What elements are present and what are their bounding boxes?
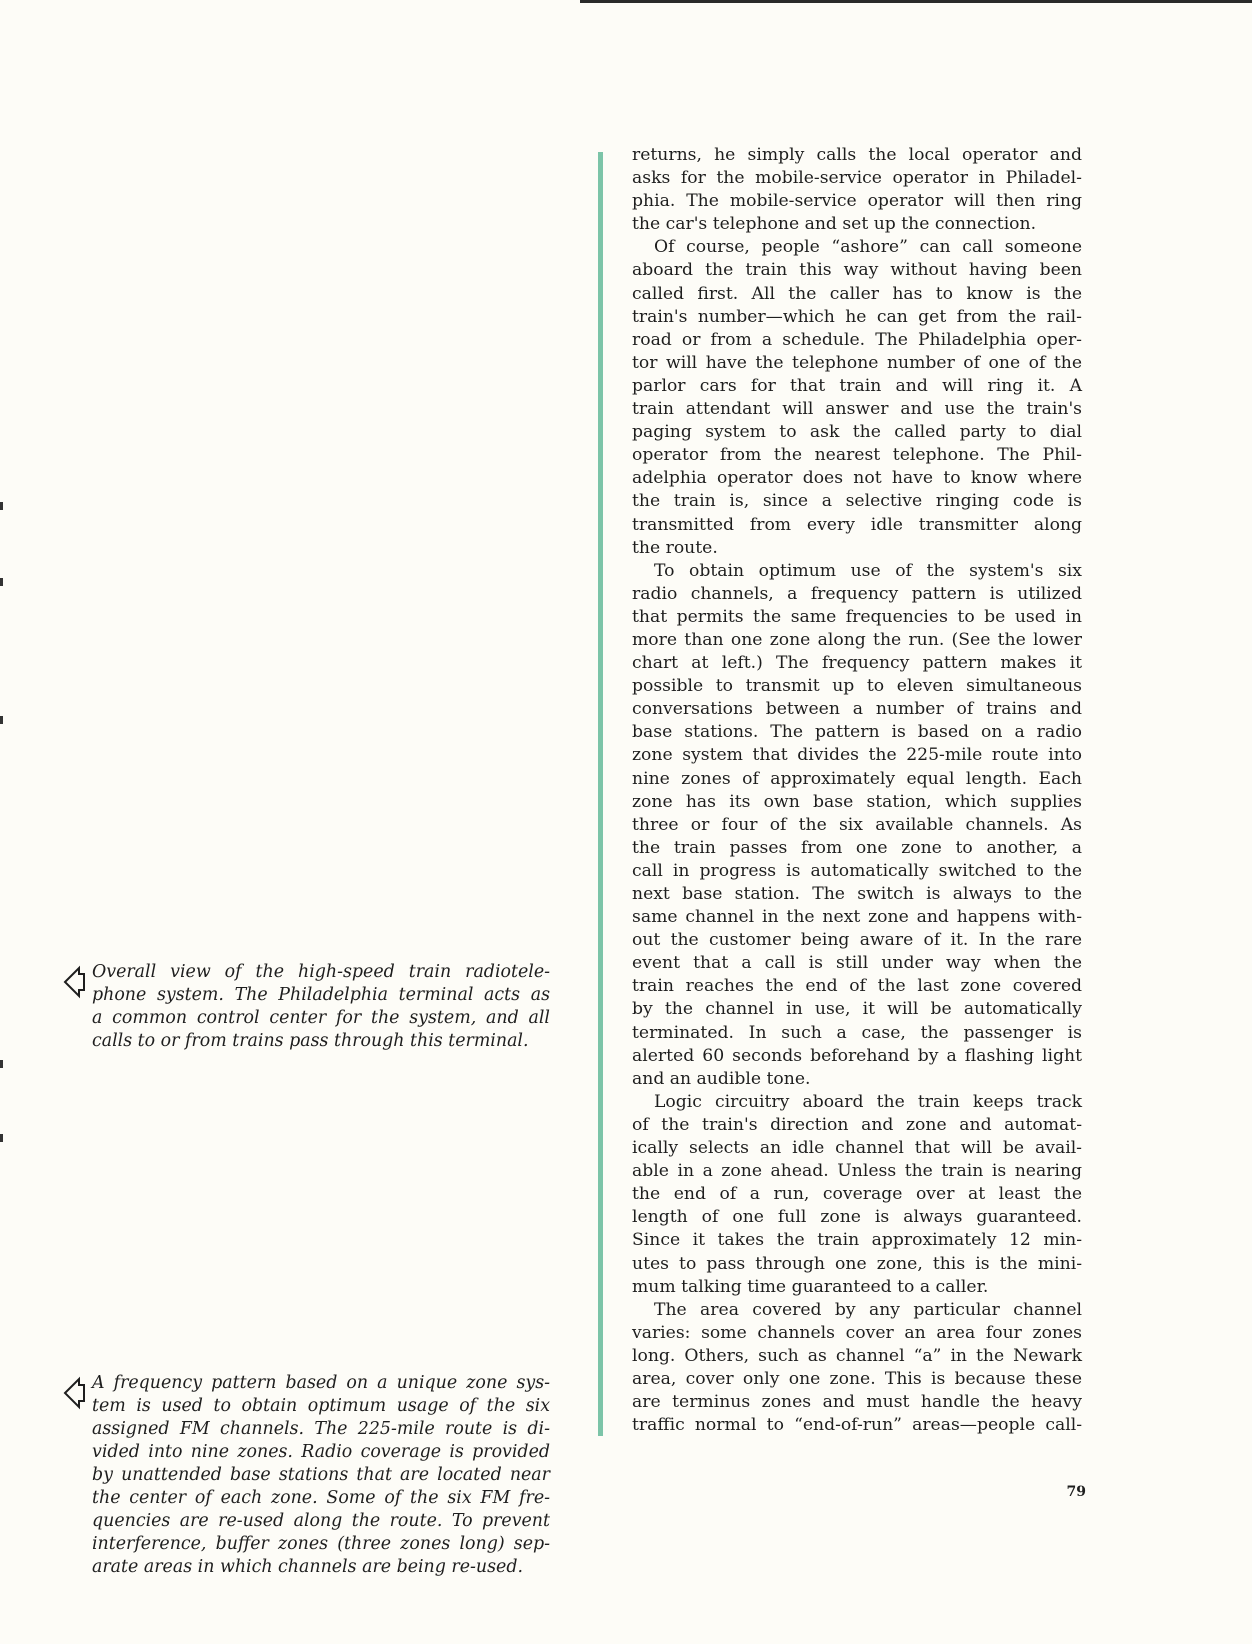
body-line: more than one zone along the run. (See the lower bbox=[632, 629, 1082, 650]
body-line: and an audible tone. bbox=[632, 1068, 811, 1089]
body-line: the car's telephone and set up the connection. bbox=[632, 214, 1037, 235]
body-line: ically selects an idle channel that will be avail- bbox=[632, 1138, 1082, 1159]
arrow-left-icon bbox=[60, 1372, 88, 1414]
body-line: of the train's direction and zone and automat- bbox=[632, 1114, 1082, 1135]
body-line: able in a zone ahead. Unless the train is nearing bbox=[632, 1161, 1082, 1182]
binding-mark bbox=[0, 716, 3, 724]
body-line: Logic circuitry aboard the train keeps track bbox=[654, 1091, 1082, 1112]
body-line: three or four of the six available channels. As bbox=[632, 814, 1082, 835]
body-line: radio channels, a frequency pattern is utilized bbox=[632, 583, 1082, 604]
caption-line: vided into nine zones. Radio coverage is provided bbox=[92, 1442, 550, 1462]
binding-mark bbox=[0, 1060, 3, 1068]
body-line: zone has its own base station, which supplies bbox=[632, 791, 1082, 812]
body-line: event that a call is still under way when the bbox=[632, 953, 1082, 974]
body-line: To obtain optimum use of the system's six bbox=[654, 560, 1082, 581]
arrow-left-icon bbox=[60, 961, 88, 1003]
body-line: train's number—which he can get from the rail- bbox=[632, 306, 1082, 327]
caption-line: calls to or from trains pass through this terminal. bbox=[92, 1031, 529, 1051]
caption-frequency-pattern bbox=[60, 1372, 550, 1579]
body-line: phia. The mobile-service operator will then ring bbox=[632, 191, 1082, 212]
body-line: road or from a schedule. The Philadelphia oper- bbox=[632, 329, 1082, 350]
body-line: that permits the same frequencies to be used in bbox=[632, 606, 1082, 627]
body-line: called first. All the caller has to know is the bbox=[632, 283, 1082, 304]
body-line: conversations between a number of trains and bbox=[632, 699, 1082, 720]
body-line: out the customer being aware of it. In the rare bbox=[632, 930, 1082, 951]
binding-mark bbox=[0, 502, 3, 510]
body-line: call in progress is automatically switched to the bbox=[632, 860, 1082, 881]
caption-overall-view bbox=[60, 961, 550, 1053]
caption-line: assigned FM channels. The 225-mile route is di- bbox=[92, 1419, 550, 1439]
body-line: asks for the mobile-service operator in Philadel- bbox=[632, 168, 1082, 189]
body-line: adelphia operator does not have to know where bbox=[632, 468, 1082, 489]
page-number: 79 bbox=[1066, 1484, 1086, 1500]
body-line: alerted 60 seconds beforehand by a flashing light bbox=[632, 1045, 1082, 1066]
caption-line: arate areas in which channels are being re-used. bbox=[92, 1557, 523, 1577]
body-line: utes to pass through one zone, this is the mini- bbox=[632, 1253, 1082, 1274]
body-line: base stations. The pattern is based on a radio bbox=[632, 722, 1082, 743]
body-line: parlor cars for that train and will ring it. A bbox=[632, 375, 1082, 396]
body-line: operator from the nearest telephone. The Phil- bbox=[632, 445, 1082, 466]
body-line: terminated. In such a case, the passenger is bbox=[632, 1022, 1082, 1043]
body-line: train reaches the end of the last zone covered bbox=[632, 976, 1082, 997]
binding-mark bbox=[0, 578, 3, 586]
body-line: aboard the train this way without having been bbox=[632, 260, 1082, 281]
body-line: varies: some channels cover an area four zones bbox=[632, 1322, 1082, 1343]
body-line: the train passes from one zone to another, a bbox=[632, 837, 1082, 858]
top-rule bbox=[580, 0, 1252, 3]
body-line: length of one full zone is always guaranteed. bbox=[632, 1207, 1082, 1228]
body-line: area, cover only one zone. This is because these bbox=[632, 1368, 1082, 1389]
caption-line: quencies are re-used along the route. To prevent bbox=[92, 1511, 550, 1531]
body-line: zone system that divides the 225-mile route into bbox=[632, 745, 1082, 766]
body-line: Since it takes the train approximately 12 min- bbox=[632, 1230, 1082, 1251]
binding-mark bbox=[0, 1134, 3, 1142]
body-line: transmitted from every idle transmitter along bbox=[632, 514, 1082, 535]
body-line: tor will have the telephone number of one of the bbox=[632, 352, 1082, 373]
body-line: same channel in the next zone and happens with- bbox=[632, 907, 1082, 928]
body-line: are terminus zones and must handle the heavy bbox=[632, 1392, 1082, 1413]
caption-line: interference, buffer zones (three zones long) sep- bbox=[92, 1534, 550, 1554]
body-line: traffic normal to “end-of-run” areas—people call- bbox=[632, 1415, 1082, 1436]
caption-line: a common control center for the system, and all bbox=[92, 1008, 550, 1028]
caption-line: Overall view of the high-speed train radiotele- bbox=[92, 962, 550, 982]
body-line: the route. bbox=[632, 537, 718, 558]
body-line: train attendant will answer and use the train's bbox=[632, 399, 1082, 420]
body-line: the train is, since a selective ringing code is bbox=[632, 491, 1082, 512]
body-line: the end of a run, coverage over at least the bbox=[632, 1184, 1082, 1205]
body-line: chart at left.) The frequency pattern makes it bbox=[632, 653, 1082, 674]
body-line: long. Others, such as channel “a” in the Newark bbox=[632, 1345, 1082, 1366]
body-line: paging system to ask the called party to dial bbox=[632, 422, 1082, 443]
caption-line: tem is used to obtain optimum usage of the six bbox=[92, 1396, 550, 1416]
body-line: The area covered by any particular channel bbox=[654, 1299, 1082, 1320]
body-line: mum talking time guaranteed to a caller. bbox=[632, 1276, 989, 1297]
body-line: by the channel in use, it will be automatically bbox=[632, 999, 1082, 1020]
accent-bar bbox=[598, 152, 603, 1436]
caption-line: the center of each zone. Some of the six FM fre- bbox=[92, 1488, 550, 1508]
body-line: next base station. The switch is always to the bbox=[632, 884, 1082, 904]
caption-line: phone system. The Philadelphia terminal acts as bbox=[92, 985, 550, 1005]
body-line: returns, he simply calls the local operator and bbox=[632, 145, 1082, 165]
caption-line: A frequency pattern based on a unique zone sys- bbox=[92, 1373, 550, 1393]
caption-line: by unattended base stations that are located near bbox=[92, 1465, 550, 1485]
body-line: nine zones of approximately equal length. Each bbox=[632, 768, 1082, 789]
body-line: Of course, people “ashore” can call someone bbox=[654, 237, 1082, 258]
body-column bbox=[632, 144, 1082, 1437]
body-line: possible to transmit up to eleven simultaneous bbox=[632, 676, 1082, 697]
